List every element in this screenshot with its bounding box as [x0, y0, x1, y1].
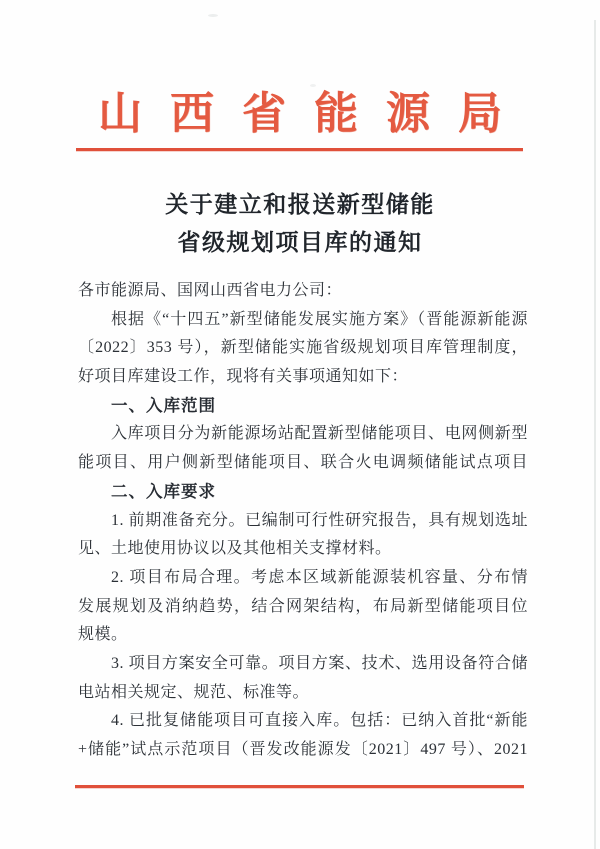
body-line: 发展规划及消纳趋势，结合网架结构，布局新型储能项目位 — [78, 597, 528, 615]
footer-divider-line — [75, 785, 524, 788]
body-line: 3. 项目方案安全可靠。项目方案、技术、选用设备符合储 — [111, 654, 528, 672]
agency-letterhead-title: 山西省能源局 — [98, 89, 530, 138]
body-line: 4. 已批复储能项目可直接入库。包括：已纳入首批“新能 — [111, 712, 528, 730]
body-line: 电站相关规定、规范、标准等。 — [78, 683, 310, 701]
body-line: 能项目、用户侧新型储能项目、联合火电调频储能试点项目 — [78, 454, 528, 472]
body-line: 各市能源局、国网山西省电力公司： — [78, 282, 343, 299]
body-line: 见、土地使用协议以及其他相关支撑材料。 — [78, 540, 392, 558]
section-heading: 一、入库范围 — [111, 396, 216, 415]
scan-edge-line — [594, 20, 596, 849]
scan-speckle — [208, 14, 218, 17]
body-line: 入库项目分为新能源场站配置新型储能项目、电网侧新型 — [111, 425, 528, 443]
document-title-line1: 关于建立和报送新型储能 — [165, 192, 435, 217]
body-line: 〔2022〕353 号），新型储能实施省级规划项目库管理制度， — [78, 339, 528, 357]
body-line: 2. 项目布局合理。考虑本区域新能源装机容量、分布情 — [111, 568, 528, 586]
body-line: 规模。 — [78, 626, 128, 644]
document-title-line2: 省级规划项目库的通知 — [177, 230, 423, 255]
body-line: +储能”试点示范项目（晋发改能源发〔2021〕497 号）、2021 — [78, 741, 528, 758]
body-line: 根据《“十四五”新型储能发展实施方案》（晋能源新能源 — [111, 310, 528, 328]
section-heading: 二、入库要求 — [111, 482, 216, 501]
body-line: 1. 前期准备充分。已编制可行性研究报告，具有规划选址 — [111, 511, 528, 529]
letterhead-divider-line — [76, 148, 523, 151]
scan-speckle — [310, 84, 316, 87]
document-body — [78, 277, 528, 765]
body-line: 好项目库建设工作，现将有关事项通知如下： — [78, 368, 409, 386]
document-title — [0, 186, 600, 262]
